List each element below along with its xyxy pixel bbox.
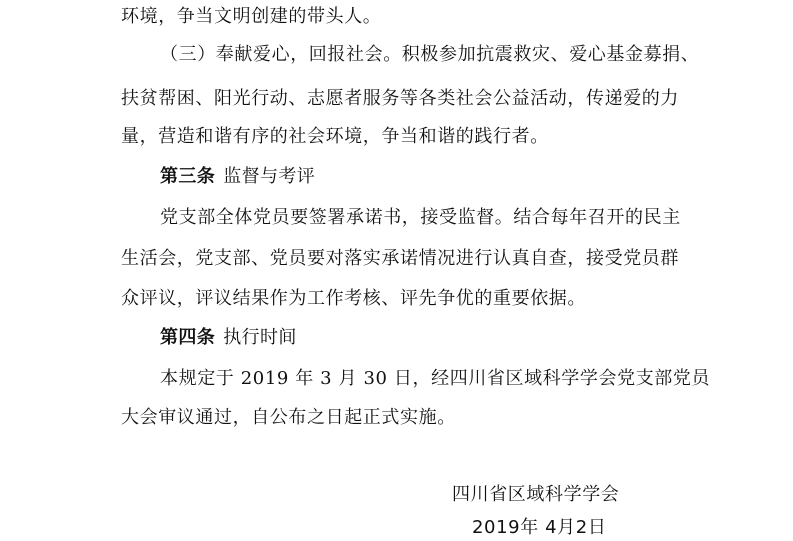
article-3-title: 监督与考评 [223, 166, 316, 187]
article-4-body-line: 本规定于 2019 年 3 月 30 日，经四川省区域科学学会党支部党员 [160, 368, 711, 389]
article-3-body-line: 众评议，评议结果作为工作考核、评先争优的重要依据。 [121, 288, 586, 309]
item-3-line: （三）奉献爱心，回报社会。积极参加抗震救灾、爱心基金募捐、 [160, 44, 700, 65]
article-4-body-line: 大会审议通过，自公布之日起正式实施。 [121, 407, 456, 428]
article-3-body-line: 党支部全体党员要签署承诺书，接受监督。结合每年召开的民主 [160, 207, 681, 228]
item-3-line: 量，营造和谐有序的社会环境，争当和谐的践行者。 [121, 126, 549, 147]
signature-date: 2019年 4月2日 [472, 517, 607, 538]
article-4-title: 执行时间 [223, 327, 297, 348]
paragraph-line: 环境，争当文明创建的带头人。 [121, 6, 382, 27]
article-4-number: 第四条 [160, 327, 216, 348]
article-3-heading [160, 166, 315, 188]
article-4-heading [160, 327, 297, 349]
article-3-number: 第三条 [160, 166, 216, 187]
article-3-body-line: 生活会，党支部、党员要对落实承诺情况进行认真自查，接受党员群 [121, 248, 679, 269]
signature-organization: 四川省区域科学学会 [452, 484, 620, 505]
item-3-line: 扶贫帮困、阳光行动、志愿者服务等各类社会公益活动，传递爱的力 [121, 88, 679, 109]
